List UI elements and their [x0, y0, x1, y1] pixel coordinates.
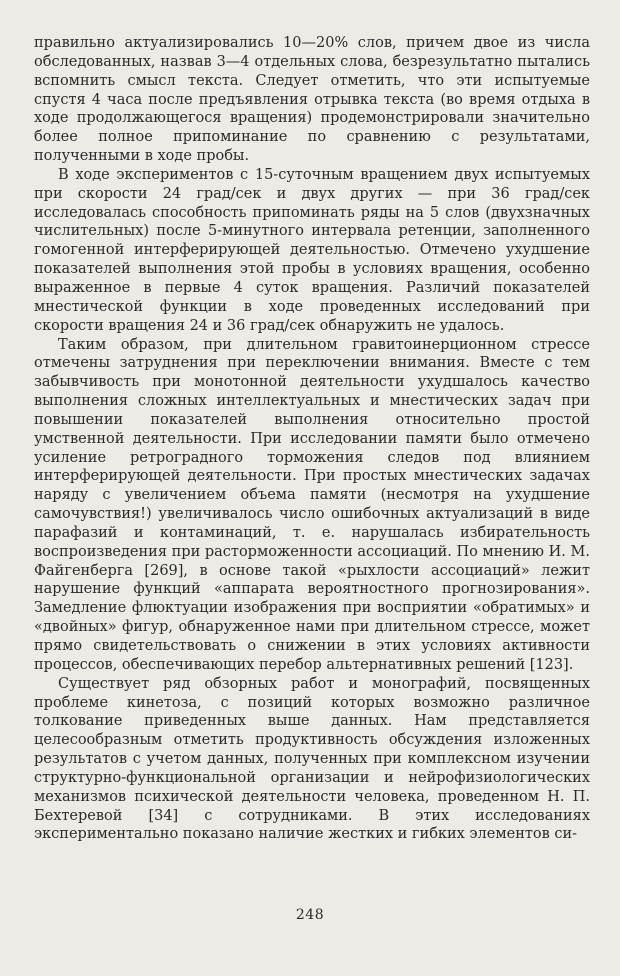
paragraph-1: правильно актуализировались 10—20% слов, причем двое из числа обследованных, назвав 3—4 отдельных слова, безрезультатно пытались вспомнить смысл текста. Следует отметить, что эти испытуемые спустя 4 часа после предъявления отрывка текста (во время отдыха в ходе продолжающегося вращения) продемонстрировали значительно более полное припоминание по сравнению с результатами, полученными в ходе пробы. [34, 35, 590, 165]
page-number: 248 [295, 907, 325, 923]
body-text [34, 34, 590, 844]
paragraph-2: В ходе экспериментов с 15-суточным вращением двух испытуемых при скорости 24 град/сек и двух других — при 36 град/сек исследовалась способность припоминать ряды на 5 слов (двухзначных числительных) после 5-минутного интервала ретенции, заполненного гомогенной интерферирующей деятельностью. Отмечено ухудшение показателей выполнения этой пробы в условиях вращения, особенно выраженное в первые 4 суток вращения. Различий показателей мнестической функции в ходе проведенных исследований при скорости вращения 24 и 36 град/сек обнаружить не удалось. [34, 166, 590, 334]
paragraph-4: Существует ряд обзорных работ и монографий, посвященных проблеме кинетоза, с позиций которых возможно различное толкование приведенных выше данных. Нам представляется целесообразным отметить продуктивность обсуждения изложенных результатов с учетом данных, полученных при комплексном изучении структурно-функциональной организации и нейрофизиологических механизмов психической деятельности человека, проведенном Н. П. Бехтеревой [34] с сотрудниками. В этих исследованиях экспериментально показано наличие жестких и гибких элементов си- [34, 675, 590, 843]
paragraph-3: Таким образом, при длительном гравитоинерционном стрессе отмечены затруднения при переключении внимания. Вместе с тем забывчивость при монотонной деятельности ухудшалось качество выполнения сложных интеллектуальных и мнестических задач при повышении показателей выполнения относительно простой умственной деятельности. При исследовании памяти было отмечено усиление ретроградного торможения следов под влиянием интерферирующей деятельности. При простых мнестических задачах наряду с увеличением объема памяти (несмотря на ухудшение самочувствия!) увеличивалось число ошибочных актуализаций в виде парафазий и контаминаций, т. е. нарушалась избирательность воспроизведения при расторможенности ассоциаций. По мнению И. М. Файгенберга [269], в основе такой «рыхлости ассоциаций» лежит нарушение функций «аппарата вероятностного прогнозирования». Замедление флюктуации изображения при восприятии «обратимых» и «двойных» фигур, обнаруженное нами при длительном стрессе, может прямо свидетельствовать о снижении в этих условиях активности процессов, обеспечивающих перебор альтернативных решений [123]. [34, 336, 590, 673]
